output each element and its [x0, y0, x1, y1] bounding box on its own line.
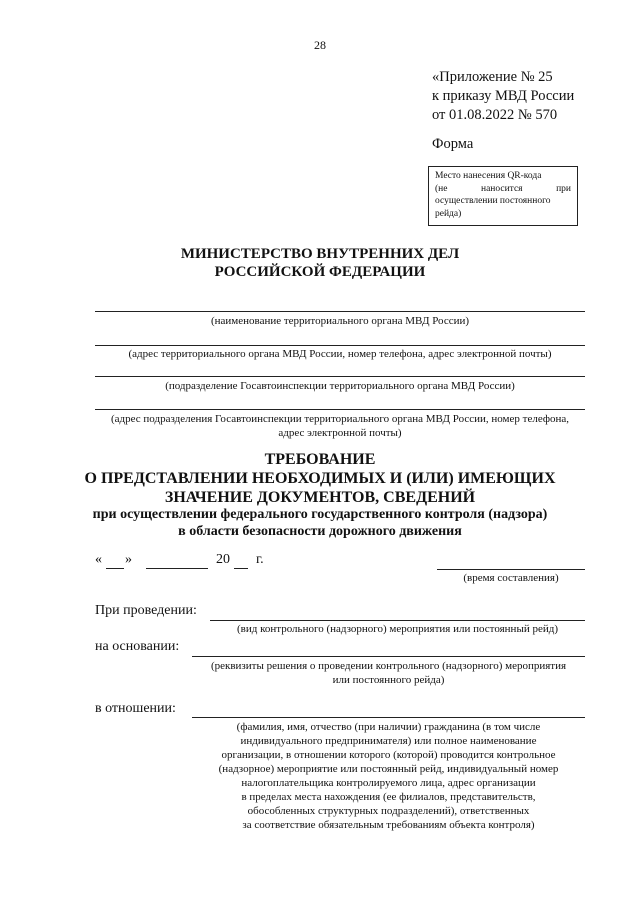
during-label: При проведении: — [95, 603, 197, 618]
territorial-organ-field[interactable] — [95, 311, 585, 312]
time-field[interactable] — [437, 569, 585, 570]
basis-label: на основании: — [95, 639, 180, 654]
caption-line: налогоплательщика контролируемого лица, адрес организации — [241, 777, 536, 789]
qr-box-line: рейда) — [435, 208, 462, 219]
document-subtitle — [0, 506, 640, 540]
territorial-organ-caption: (наименование территориального органа МВД России) — [210, 315, 470, 327]
gai-subdivision-caption: (подразделение Госавтоинспекции территориального органа МВД России) — [165, 380, 515, 392]
day-field[interactable] — [106, 568, 124, 569]
caption-line: адрес электронной почты) — [278, 427, 402, 439]
regarding-label: в отношении: — [95, 701, 176, 716]
caption-line: (адрес подразделения Госавтоинспекции территориального органа МВД России, номер телефона, — [110, 413, 569, 425]
during-caption: (вид контрольного (надзорного) мероприятия или постоянный рейд) — [237, 623, 558, 635]
year-field[interactable] — [234, 568, 248, 569]
regarding-caption — [192, 720, 585, 832]
regarding-field[interactable] — [192, 717, 585, 718]
month-field[interactable] — [146, 568, 208, 569]
form-label: Форма — [432, 136, 474, 152]
qr-box-line: осуществлении постоянного — [435, 196, 551, 206]
time-caption: (время составления) — [463, 572, 559, 584]
basis-field[interactable] — [192, 656, 585, 657]
appendix-line: от 01.08.2022 № 570 — [432, 107, 558, 123]
caption-line: организации, в отношении которого (которой) проводится контрольное — [221, 749, 556, 761]
caption-line: (реквизиты решения о проведении контрольного (надзорного) мероприятия — [210, 660, 567, 672]
gai-address-field[interactable] — [95, 409, 585, 410]
qr-code-placeholder-box — [428, 166, 578, 226]
title-line: О ПРЕДСТАВЛЕНИИ НЕОБХОДИМЫХ И (ИЛИ) ИМЕЮЩИХ — [84, 470, 556, 487]
appendix-line: «Приложение № 25 — [432, 69, 553, 85]
gai-subdivision-field[interactable] — [95, 376, 585, 377]
date-quote-open: « — [95, 552, 102, 567]
date-quote-close: » — [125, 552, 132, 567]
during-field[interactable] — [210, 620, 585, 621]
qr-box-line: (не наносится при — [435, 183, 571, 194]
caption-line: или постоянного рейда) — [332, 674, 445, 686]
caption-line: индивидуального предпринимателя) или полное наименование — [240, 735, 537, 747]
appendix-reference — [432, 68, 574, 125]
page-number: 28 — [314, 38, 326, 52]
ministry-line: МИНИСТЕРСТВО ВНУТРЕННИХ ДЕЛ — [180, 246, 460, 262]
basis-caption — [192, 659, 585, 687]
subtitle-line: при осуществлении федерального государственного контроля (надзора) — [92, 507, 548, 522]
year-prefix: 20 — [216, 552, 230, 567]
caption-line: в пределах места нахождения (ее филиалов, представительств, — [241, 791, 536, 803]
gai-address-caption — [95, 412, 585, 440]
organ-address-caption: (адрес территориального органа МВД России, номер телефона, адрес электронной почты) — [128, 348, 552, 360]
caption-line: обособленных структурных подразделений), ответственных — [247, 805, 530, 817]
caption-line: (надзорное) мероприятие или постоянный рейд, индивидуальный номер — [218, 763, 559, 775]
ministry-heading — [0, 245, 640, 281]
ministry-line: РОССИЙСКОЙ ФЕДЕРАЦИИ — [214, 264, 426, 280]
title-line: ТРЕБОВАНИЕ — [264, 451, 376, 468]
document-title — [0, 450, 640, 507]
qr-box-line: Место нанесения QR-кода — [435, 171, 542, 181]
title-line: ЗНАЧЕНИЕ ДОКУМЕНТОВ, СВЕДЕНИЙ — [164, 489, 476, 506]
subtitle-line: в области безопасности дорожного движения — [178, 524, 462, 539]
caption-line: (фамилия, имя, отчество (при наличии) гражданина (в том числе — [236, 721, 541, 733]
appendix-line: к приказу МВД России — [432, 88, 575, 104]
organ-address-field[interactable] — [95, 345, 585, 346]
year-suffix: г. — [256, 552, 264, 567]
caption-line: за соответствие обязательным требованиям объекта контроля) — [242, 819, 535, 831]
